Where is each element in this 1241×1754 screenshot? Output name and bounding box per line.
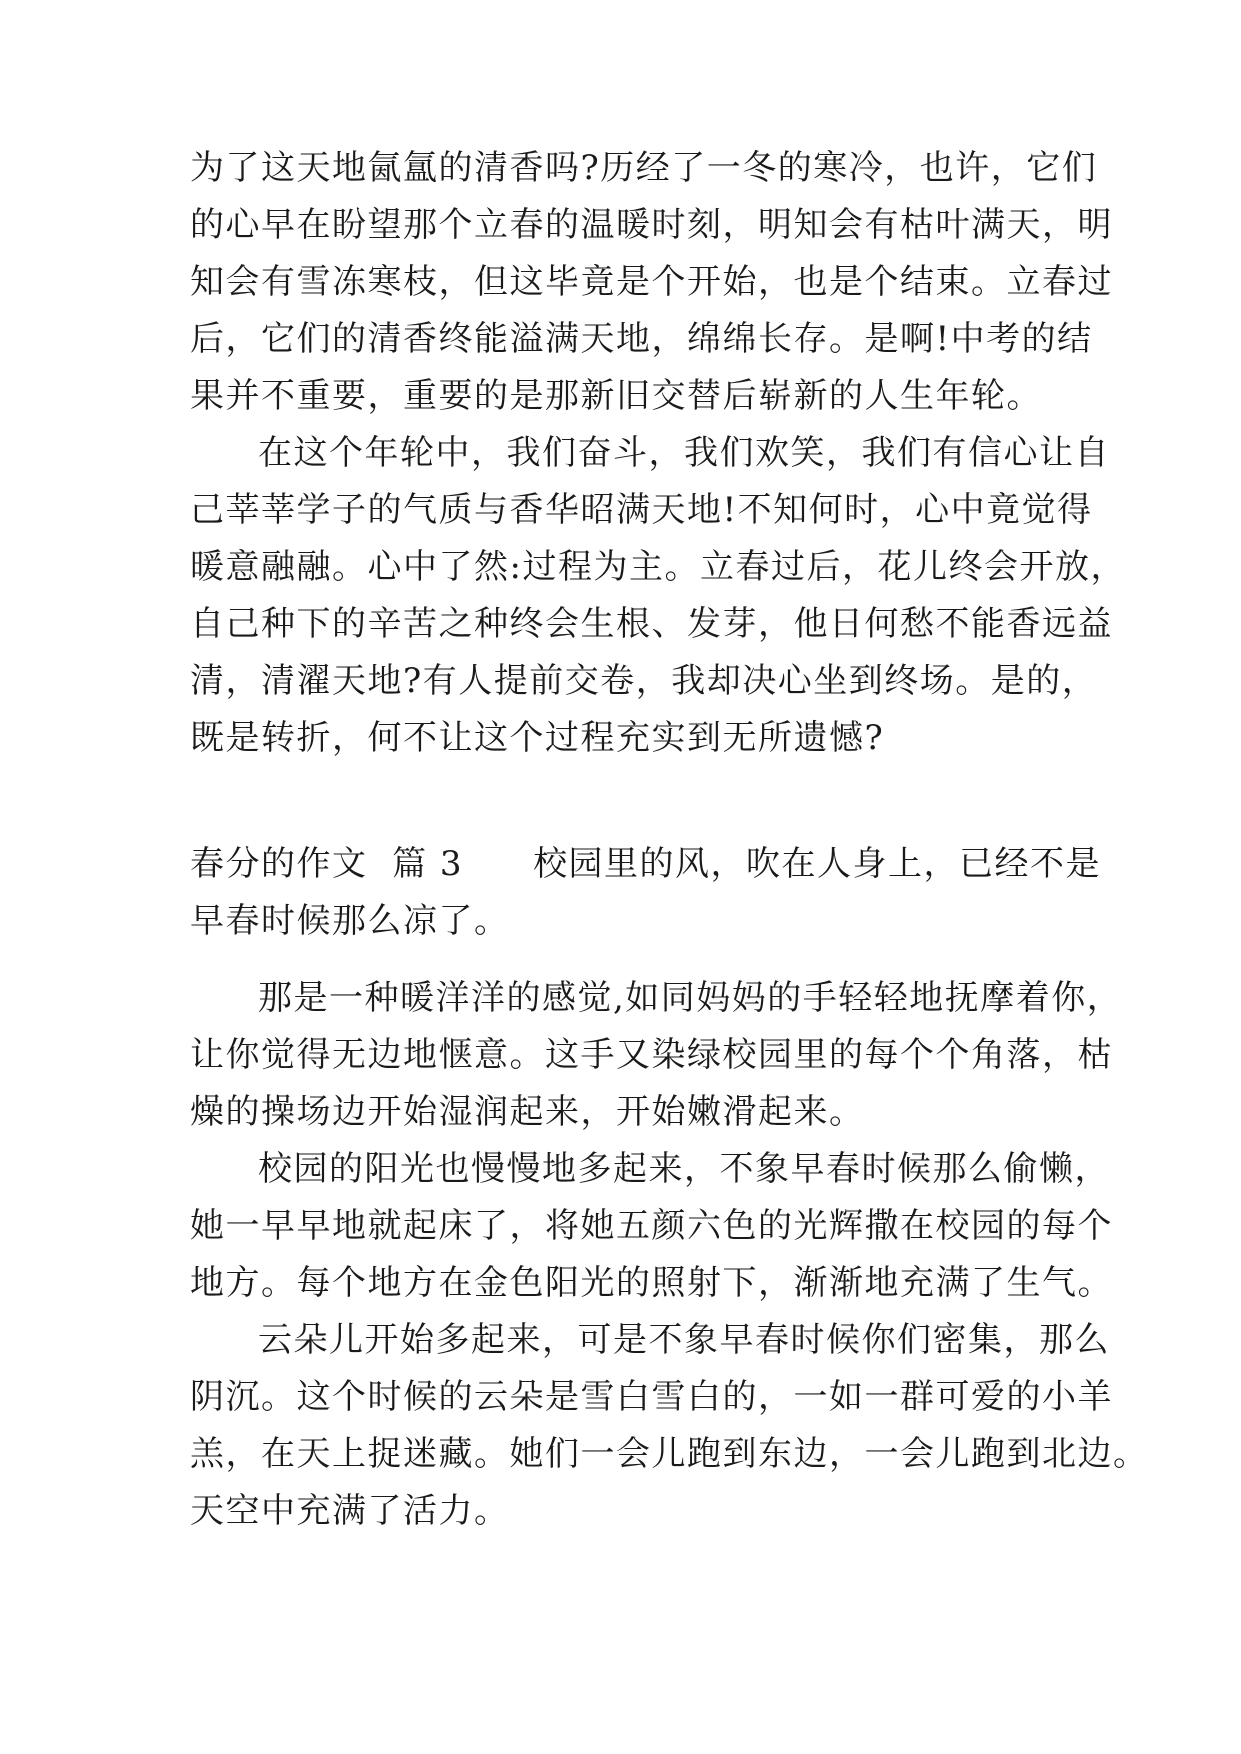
paragraph-line: 暖意融融。心中了然:过程为主。立春过后，花儿终会开放， <box>190 547 1126 587</box>
section-title: 春分的作文 篇 3 <box>190 844 464 884</box>
paragraph-line: 己莘莘学子的气质与香华昭满天地!不知何时，心中竟觉得 <box>190 490 1093 530</box>
paragraph-line: 的心早在盼望那个立春的温暖时刻，明知会有枯叶满天，明 <box>190 205 1113 245</box>
paragraph-line: 让你觉得无边地惬意。这手又染绿校园里的每个个角落，枯 <box>190 1035 1113 1075</box>
paragraph-line: 知会有雪冻寒枝，但这毕竟是个开始，也是个结束。立春过 <box>190 262 1113 302</box>
paragraph-line: 在这个年轮中，我们奋斗，我们欢笑，我们有信心让自 <box>258 433 1110 473</box>
section-first-line-text: 校园里的风，吹在人身上，已经不是 <box>533 844 1102 884</box>
paragraph-line: 早春时候那么凉了。 <box>190 901 510 941</box>
paragraph-line: 阴沉。这个时候的云朵是雪白雪白的，一如一群可爱的小羊 <box>190 1377 1113 1417</box>
paragraph-line: 后，它们的清香终能溢满天地，绵绵长存。是啊!中考的结 <box>190 319 1093 359</box>
paragraph-line: 果并不重要，重要的是那新旧交替后崭新的人生年轮。 <box>190 376 1042 416</box>
paragraph-line: 清，清濯天地?有人提前交卷，我却决心坐到终场。是的， <box>190 661 1098 701</box>
paragraph-line: 云朵儿开始多起来，可是不象早春时候你们密集，那么 <box>258 1320 1110 1360</box>
paragraph-line: 天空中充满了活力。 <box>190 1491 510 1531</box>
paragraph-line: 地方。每个地方在金色阳光的照射下，渐渐地充满了生气。 <box>190 1263 1113 1303</box>
paragraph-line: 既是转折，何不让这个过程充实到无所遗憾? <box>190 718 885 758</box>
paragraph-line: 燥的操场边开始湿润起来，开始嫩滑起来。 <box>190 1092 865 1132</box>
paragraph-line: 那是一种暖洋洋的感觉,如同妈妈的手轻轻地抚摩着你， <box>258 978 1123 1018</box>
paragraph-line: 为了这天地氤氲的清香吗?历经了一冬的寒冷，也许，它们 <box>190 148 1098 188</box>
paragraph-line: 她一早早地就起床了，将她五颜六色的光辉撒在校园的每个 <box>190 1206 1113 1246</box>
paragraph-line: 羔，在天上捉迷藏。她们一会儿跑到东边，一会儿跑到北边。 <box>190 1434 1149 1474</box>
paragraph-line: 自己种下的辛苦之种终会生根、发芽，他日何愁不能香远益 <box>190 604 1113 644</box>
paragraph-line: 校园的阳光也慢慢地多起来，不象早春时候那么偷懒， <box>258 1149 1110 1189</box>
section-heading-line <box>190 844 1101 884</box>
